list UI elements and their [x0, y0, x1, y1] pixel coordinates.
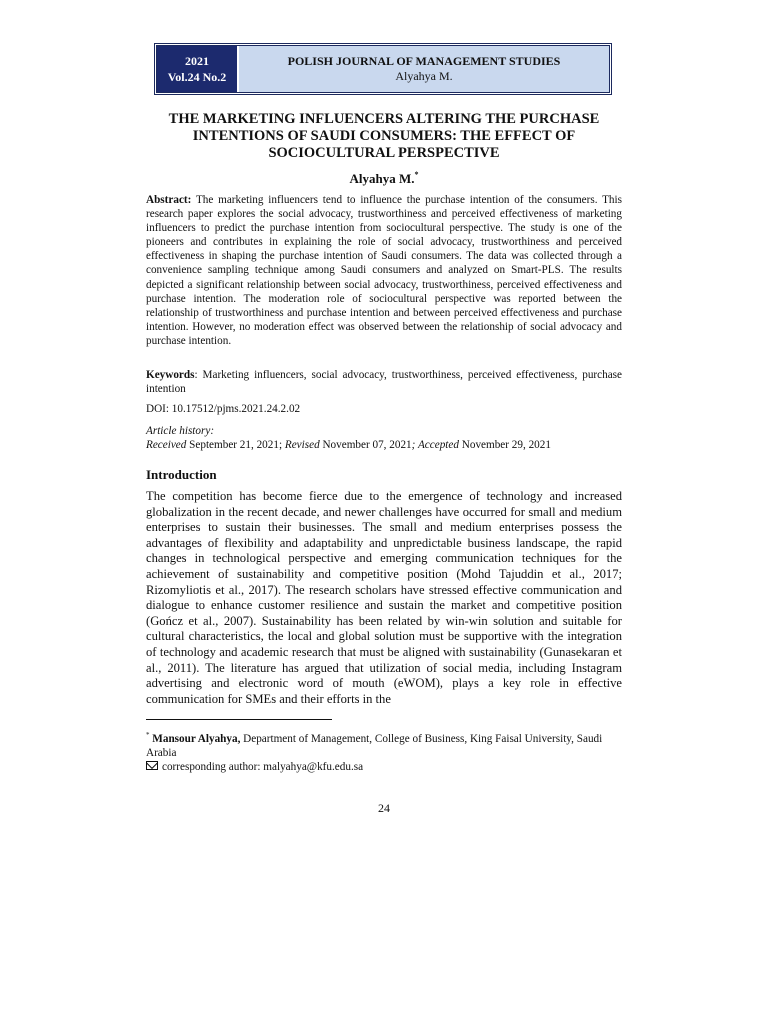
journal-header: [154, 43, 612, 95]
abstract-label: Abstract:: [146, 194, 192, 206]
history-label: Article history:: [146, 425, 215, 437]
accepted-label: ; Accepted: [411, 439, 459, 451]
revised-label: Revised: [284, 439, 320, 451]
footnote-author: Mansour Alyahya,: [152, 733, 241, 745]
article-history: [146, 424, 622, 452]
footnote-affiliation: Department of Management, College of Business, King Faisal University, Saudi Arabia: [146, 733, 603, 760]
volume-badge: [157, 46, 239, 92]
author-footnote-mark[interactable]: *: [414, 170, 419, 179]
footnote-divider: [146, 719, 332, 720]
received-date: September 21, 2021;: [186, 439, 285, 451]
journal-name: POLISH JOURNAL OF MANAGEMENT STUDIES: [287, 54, 561, 68]
keywords-label: Keywords: [146, 369, 195, 381]
paper-title: THE MARKETING INFLUENCERS ALTERING THE PURCHASE INTENTIONS OF SAUDI CONSUMERS: THE EFFECT OF SOCIOCULTURAL PERSPECTIVE: [168, 111, 600, 161]
footnote: [146, 728, 622, 775]
page-number: 24: [378, 801, 390, 815]
year: 2021: [185, 54, 209, 68]
revised-date: November 07, 2021: [319, 439, 412, 451]
envelope-icon: [146, 761, 158, 770]
doi[interactable]: DOI: 10.17512/pjms.2021.24.2.02: [146, 403, 301, 415]
accepted-date: November 29, 2021: [458, 439, 551, 451]
footnote-mark: *: [146, 731, 150, 739]
author-line: [130, 170, 638, 187]
corresponding-email[interactable]: : malyahya@kfu.edu.sa: [257, 761, 364, 774]
volume: Vol.24 No.2: [167, 70, 227, 84]
abstract: [146, 193, 622, 348]
author-name: Alyahya M.: [349, 171, 415, 186]
introduction-heading: Introduction: [146, 467, 217, 482]
journal-title-box: [239, 46, 609, 92]
keywords-text: : Marketing influencers, social advocacy, trustworthiness, perceived effectiveness, purchase intention: [146, 369, 622, 396]
running-author: Alyahya M.: [395, 69, 453, 83]
received-label: Received: [146, 439, 187, 451]
keywords: [146, 368, 622, 396]
abstract-text: The marketing influencers tend to influence the purchase intention of the consumers. This research paper explores the social advocacy, trustworthiness and perceived effectiveness of marketing influencers to predict the purchase intention from sociocultural perspective. The study is one of the pioneers and contributes in explaining the role of social advocacy, trustworthiness and perceived effectiveness in shaping the purchase intention of Saudi consumers. The data was collected through a convenience sampling technique among Saudi consumers and analyzed on Smart-PLS. The results depicted a significant relationship between social advocacy, trustworthiness, perceived effectiveness and purchase intention. The moderation role of sociocultural perspective was reported between the relationship of trustworthiness and purchase intention and between perceived effectiveness and purchase intention. However, no moderation effect was observed between the relationship of social advocacy and purchase intention.: [146, 194, 622, 347]
introduction-body: The competition has become fierce due to the emergence of technology and increased globalization in the recent decade, and newer challenges have occurred for small and medium enterprises to sustain their businesses. The small and medium enterprises possess the advantages of flexibility and adaptability and unpredictable business landscape, the rapid changes in technological perspective and emerging communication techniques for the achievement of sustainability and competitive position (Mohd Tajuddin et al., 2017; Rizomyliotis et al., 2017). The research scholars have stressed effective communication and dialogue to enhance customer resilience and sustain the market and competitive position (Gończ et al., 2007). Sustainability has been related by win-win solution and suitable for cultural characteristics, the local and global solution must be supportive with the integration of technology and academic research that must be aligned with sustainability (Gunasekaran et al., 2011). The literature has argued that utilization of social media, including Instagram advertising and electronic word of mouth (eWOM), plays a key role in effective communication for SMEs and their efforts in the: [146, 489, 622, 706]
corresponding-label: corresponding author: [162, 761, 258, 774]
